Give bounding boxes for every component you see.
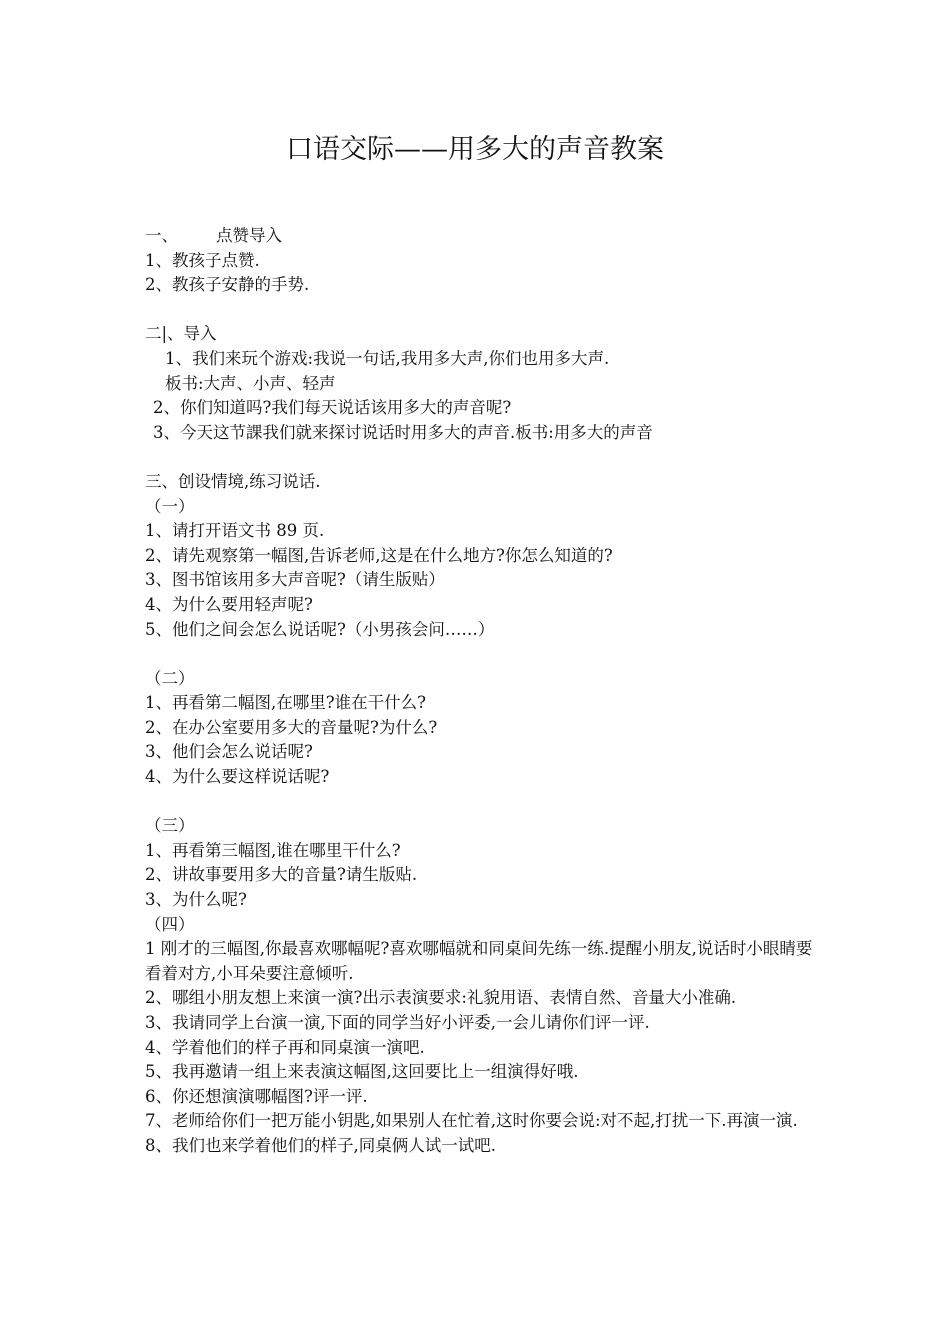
part4-item-7: 7、老师给你们一把万能小钥匙,如果别人在忙着,这时你要会说:对不起,打扰一下.再演一演. — [145, 1111, 798, 1131]
part2-item-1: 1、再看第二幅图,在哪里?谁在干什么? — [145, 693, 426, 713]
section3-heading: 三、创设情境,练习说话. — [145, 471, 321, 491]
part1-item-1: 1、请打开语文书 89 页. — [145, 521, 325, 541]
part3-label: （三） — [145, 816, 195, 836]
part1-item-3: 3、图书馆该用多大声音呢?（请生版贴） — [145, 570, 445, 590]
part4-item-3: 3、我请同学上台演一演,下面的同学当好小评委,一会儿请你们评一评. — [145, 1013, 650, 1032]
part2-item-2: 2、在办公室要用多大的音量呢?为什么? — [145, 717, 438, 737]
section1-item-1: 1、教孩子点赞. — [145, 250, 260, 270]
part1-label: （一） — [145, 496, 195, 516]
part2-item-4: 4、为什么要这样说话呢? — [145, 767, 330, 787]
document-body — [145, 224, 815, 1159]
section2-item-3: 2、你们知道吗?我们每天说话该用多大的声音呢? — [153, 398, 512, 418]
part4-item-4: 4、学着他们的样子再和同桌演一演吧. — [145, 1037, 425, 1057]
section2-item-4: 3、今天这节課我们就来探讨说话时用多大的声音.板书:用多大的声音 — [153, 422, 653, 442]
part4-item-8: 8、我们也来学着他们的样子,同桌俩人试一试吧. — [145, 1135, 496, 1155]
section2-heading: 二|、导入 — [145, 324, 217, 344]
document-title: 口语交际——用多大的声音教案 — [286, 134, 664, 165]
part3-item-2: 2、讲故事要用多大的音量?请生版贴. — [145, 865, 418, 885]
section1-item-2: 2、教孩子安静的手势. — [145, 275, 310, 295]
part1-item-5: 5、他们之间会怎么说话呢?（小男孩会问……） — [145, 619, 495, 639]
part4-item-5: 5、我再邀请一组上来表演这幅图,这回要比上一组演得好哦. — [145, 1062, 579, 1082]
part4-item-1: 1 刚才的三幅图,你最喜欢哪幅呢?喜欢哪幅就和同桌间先练一练.提醒小朋友,说话时小眼睛要看着对方,小耳朵要注意倾听. — [145, 939, 813, 983]
section2-item-1: 1、我们来玩个游戏:我说一句话,我用多大声,你们也用多大声. — [165, 348, 610, 368]
part3-item-1: 1、再看第三幅图,谁在哪里干什么? — [145, 840, 401, 860]
blank-line — [145, 790, 815, 815]
part4-item-2: 2、哪组小朋友想上来演一演?出示表演要求:礼貌用语、表情自然、音量大小准确. — [145, 988, 737, 1008]
section1-heading — [145, 224, 815, 249]
section1-heading-text: 点赞导入 — [216, 226, 282, 245]
part2-label: （二） — [145, 668, 195, 688]
blank-line — [145, 445, 815, 470]
blank-line — [145, 298, 815, 323]
part3-item-3: 3、为什么呢? — [145, 890, 247, 910]
part1-item-2: 2、请先观察第一幅图,告诉老师,这是在什么地方?你怎么知道的? — [145, 545, 613, 565]
part4-label: （四） — [145, 914, 195, 934]
blank-line — [145, 642, 815, 667]
part1-item-4: 4、为什么要用轻声呢? — [145, 594, 313, 614]
section2-item-2: 板书:大声、小声、轻声 — [165, 373, 336, 393]
part2-item-3: 3、他们会怎么说话呢? — [145, 742, 313, 762]
section1-number: 一、 — [145, 226, 178, 245]
part4-item-6: 6、你还想演演哪幅图?评一评. — [145, 1086, 368, 1106]
